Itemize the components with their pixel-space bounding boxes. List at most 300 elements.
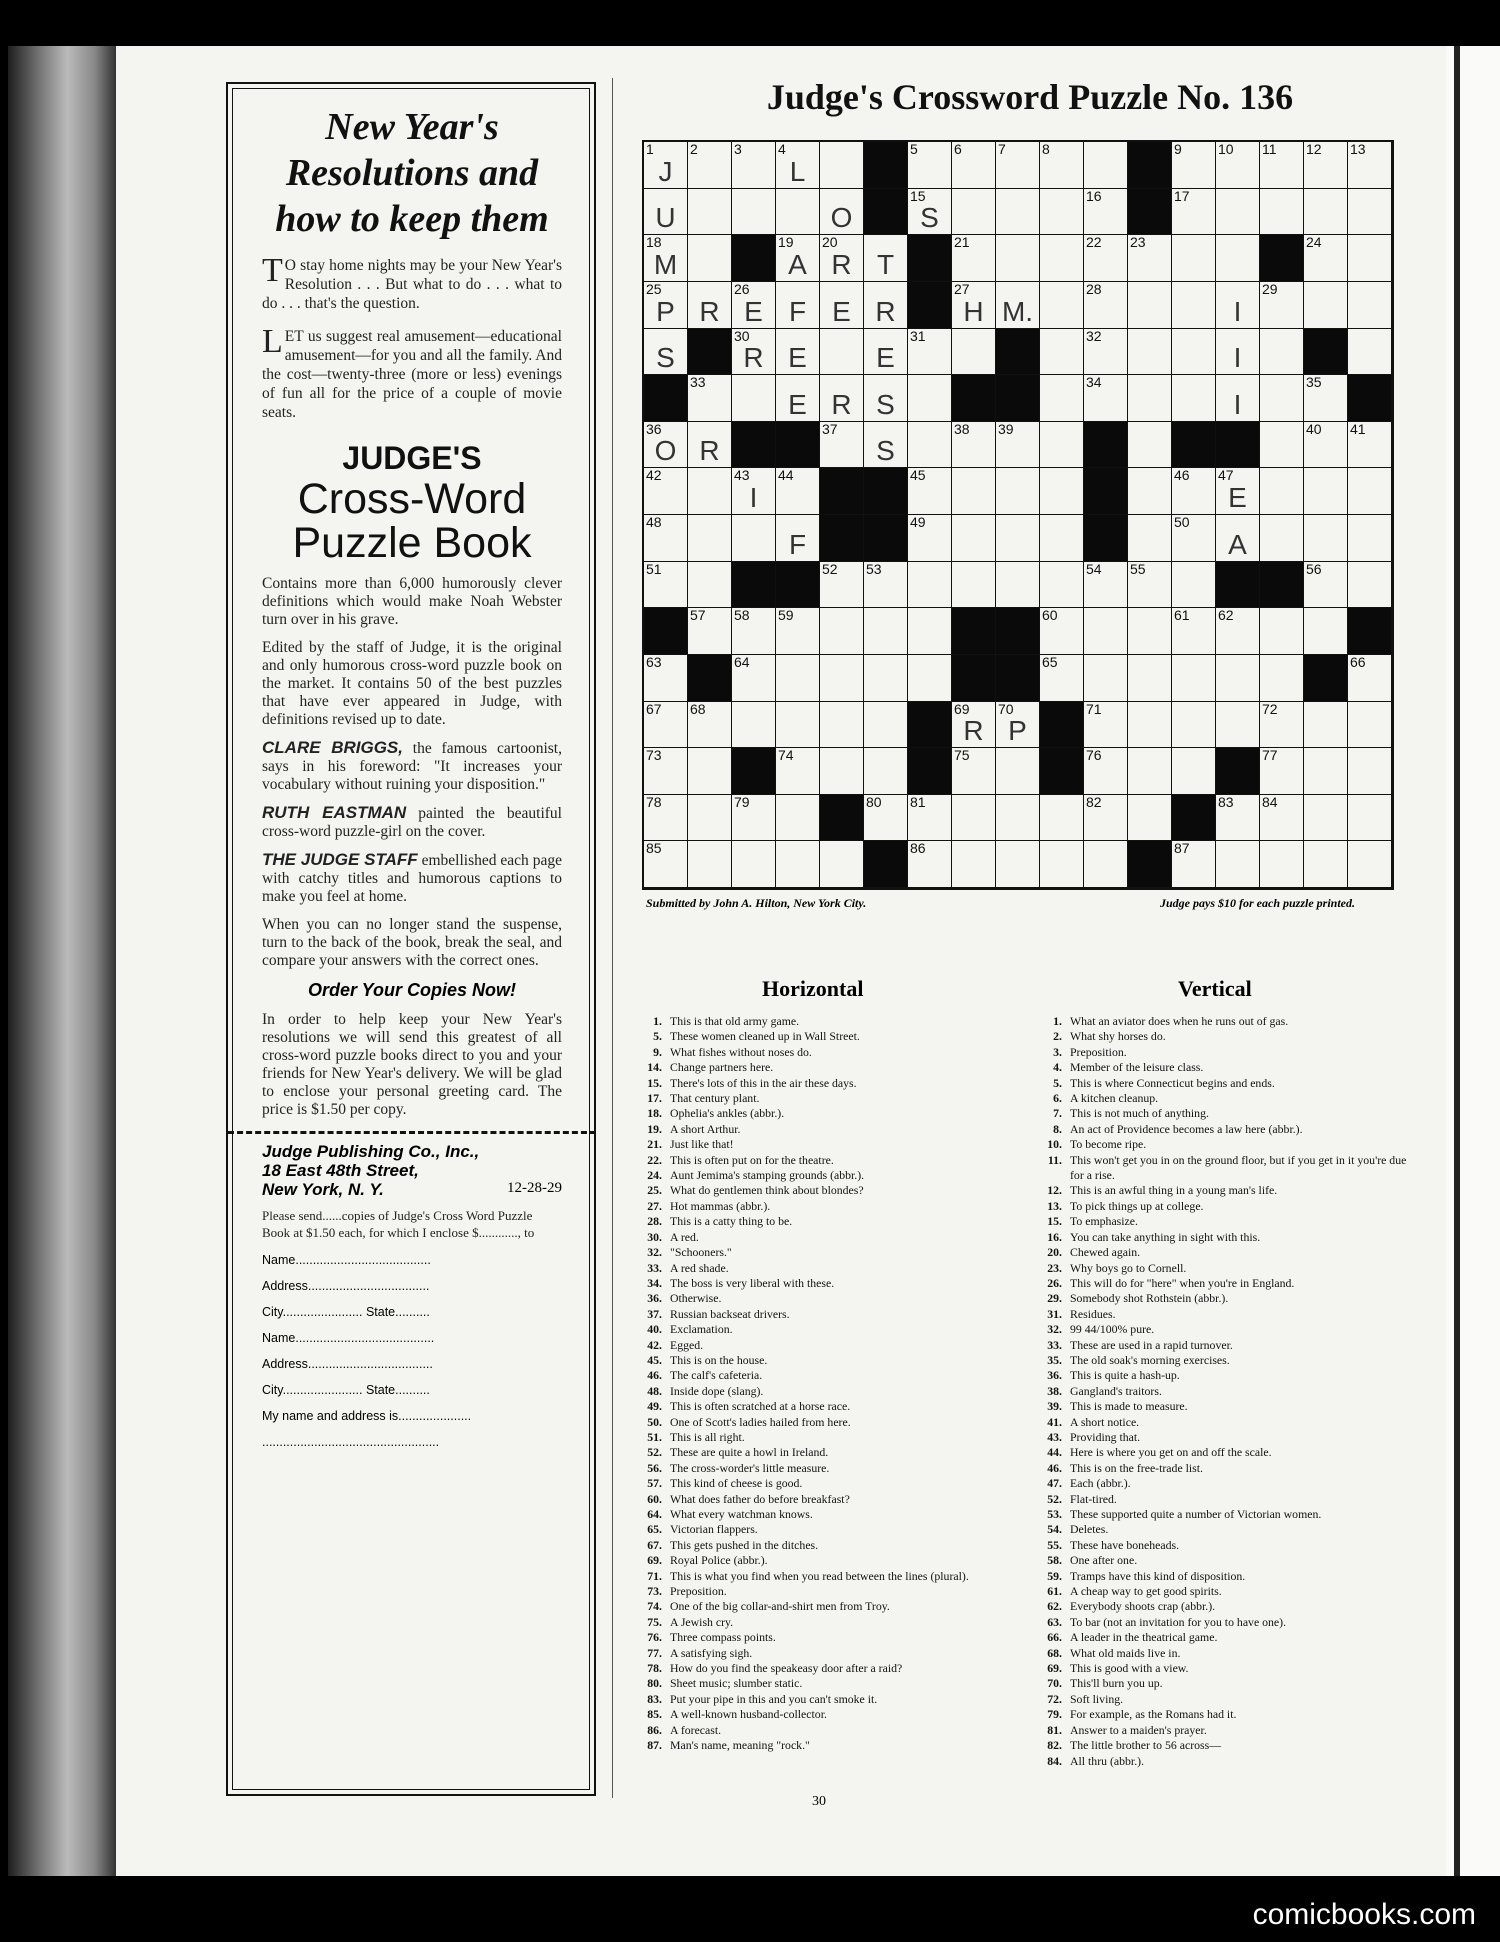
grid-cell (952, 422, 996, 469)
grid-cell (688, 608, 732, 655)
cell-number: 43 (734, 467, 750, 484)
cell-number: 63 (646, 653, 662, 670)
clue (636, 1415, 1028, 1430)
cell-number: 75 (954, 747, 970, 764)
grid-cell (776, 795, 820, 842)
clue (1036, 1630, 1416, 1645)
clue-number: 53. (1047, 1507, 1062, 1521)
grid-cell (908, 329, 952, 376)
grid-cell (1128, 702, 1172, 749)
grid-cell (1260, 375, 1304, 422)
grid-cell (1172, 142, 1216, 189)
black-square (732, 422, 776, 469)
grid-cell (864, 608, 908, 655)
clue (636, 1137, 1028, 1152)
clue-text: Russian backseat drivers. (670, 1306, 790, 1321)
cell-number: 19 (778, 234, 794, 251)
clue-text: Inside dope (slang). (670, 1383, 764, 1398)
cell-number: 81 (910, 793, 926, 810)
ad-paragraph-6: In order to help keep your New Year's resolutions we will send this greatest of all cross-word puzzle books direct to you and your friends for New Year's delivery. We will be glad to enclose your personal greeting card. The price is $1.50 per copy. (262, 1011, 562, 1118)
clue-number: 62. (1047, 1599, 1062, 1614)
grid-cell (1348, 655, 1392, 702)
grid-cell (1040, 329, 1084, 376)
grid-cell (1348, 189, 1392, 236)
clue (636, 1045, 1028, 1060)
grid-cell (644, 562, 688, 609)
grid-cell (1348, 422, 1392, 469)
ad-text: painted the beautiful cross-word puzzle-girl on the cover. (262, 805, 562, 840)
grid-cell (1040, 608, 1084, 655)
grid-cell (732, 608, 776, 655)
grid-cell (644, 282, 688, 329)
clue (636, 1014, 1028, 1029)
grid-cell (732, 795, 776, 842)
clue (636, 1091, 1028, 1106)
clue-number: 28. (647, 1214, 662, 1229)
clue-number: 33. (1047, 1337, 1062, 1352)
page-divider (1454, 46, 1460, 1876)
clue-text: One of the big collar-and-shirt men from Troy. (670, 1599, 890, 1614)
clue (1036, 1076, 1416, 1091)
clue-text: To emphasize. (1070, 1214, 1138, 1229)
black-square (1084, 422, 1128, 469)
grid-cell (688, 235, 732, 282)
cell-number: 83 (1218, 793, 1234, 810)
cell-number: 80 (866, 793, 882, 810)
grid-cell (1128, 748, 1172, 795)
grid-cell (1040, 562, 1084, 609)
ad-name: RUTH EASTMAN (262, 803, 407, 822)
clue-number: 33. (647, 1260, 662, 1275)
handwritten-letter: E (788, 342, 807, 374)
black-square (1128, 841, 1172, 888)
grid-cell (864, 235, 908, 282)
clue-text: Sheet music; slumber static. (670, 1676, 803, 1691)
grid-cell (776, 329, 820, 376)
handwritten-letter: O (654, 435, 677, 467)
black-square (996, 608, 1040, 655)
clue-text: This is good with a view. (1070, 1661, 1189, 1676)
ad-eastman (262, 804, 562, 841)
clue-text: What shy horses do. (1070, 1029, 1166, 1044)
clue (1036, 1122, 1416, 1137)
grid-cell (864, 655, 908, 702)
clue-text: Change partners here. (670, 1060, 774, 1075)
clue-number: 87. (647, 1738, 662, 1753)
handwritten-letter: E (1228, 482, 1247, 513)
clue-text: Egged. (670, 1337, 704, 1352)
grid-cell (820, 375, 864, 422)
grid-cell (1040, 142, 1084, 189)
handwritten-letter: R (699, 435, 720, 467)
grid-cell (1084, 375, 1128, 422)
grid-cell (908, 422, 952, 469)
clue (1036, 1646, 1416, 1661)
black-square (1084, 468, 1128, 515)
grid-cell (1304, 142, 1348, 189)
coupon-line: My name and address is..................... (262, 1409, 472, 1423)
grid-cell (1172, 282, 1216, 329)
cell-number: 49 (910, 514, 926, 530)
grid-cell (1128, 422, 1172, 469)
clue (1036, 1754, 1416, 1769)
grid-cell (820, 142, 864, 189)
grid-cell (1084, 562, 1128, 609)
grid-cell (996, 515, 1040, 562)
clue-number: 69. (647, 1553, 662, 1568)
clue-text: Everybody shoots crap (abbr.). (1070, 1599, 1216, 1614)
grid-cell (1304, 841, 1348, 888)
clue-number: 10. (1047, 1137, 1062, 1152)
grid-cell (688, 468, 732, 515)
grid-cell (996, 748, 1040, 795)
clue-text: One of Scott's ladies hailed from here. (670, 1414, 851, 1429)
clue-number: 16. (1047, 1229, 1062, 1244)
grid-cell (1348, 329, 1392, 376)
cell-number: 48 (646, 514, 662, 530)
cell-number: 73 (646, 747, 662, 764)
black-square (820, 795, 864, 842)
ad-book-title: Cross-Word Puzzle Book (292, 475, 532, 567)
handwritten-letter: M (653, 248, 678, 280)
grid-cell (952, 562, 996, 609)
grid-cell (952, 515, 996, 562)
grid-cell (1040, 795, 1084, 842)
clue (1036, 1507, 1416, 1522)
cell-number: 40 (1306, 420, 1322, 437)
handwritten-letter: H (963, 295, 984, 327)
cell-number: 7 (998, 141, 1006, 157)
clue-number: 64. (647, 1507, 662, 1521)
cell-number: 24 (1306, 234, 1322, 251)
handwritten-letter: I (1233, 342, 1242, 374)
grid-cell (1172, 189, 1216, 236)
cell-number: 45 (910, 467, 926, 484)
clue-number: 11. (1047, 1152, 1062, 1167)
clue-text: This is quite a hash-up. (1070, 1368, 1180, 1383)
black-square (908, 748, 952, 795)
clue (636, 1060, 1028, 1075)
clue-text: A short Arthur. (670, 1121, 741, 1136)
handwritten-letter: S (876, 388, 895, 420)
black-square (908, 235, 952, 282)
grid-cell (996, 142, 1040, 189)
clue-number: 26. (1047, 1275, 1062, 1290)
black-square (1304, 655, 1348, 702)
clue-number: 68. (1047, 1645, 1062, 1660)
clue-number: 71. (647, 1568, 662, 1583)
clue (636, 1199, 1028, 1214)
clue (1036, 1584, 1416, 1599)
grid-cell (732, 142, 776, 189)
grid-cell (688, 422, 732, 469)
cell-number: 79 (734, 793, 750, 810)
grid-cell (1172, 468, 1216, 515)
clue-text: This is not much of anything. (1070, 1106, 1209, 1121)
clue-number: 82. (1047, 1738, 1062, 1753)
grid-cell (732, 702, 776, 749)
ad-order-heading: Order Your Copies Now! (307, 980, 517, 1000)
grid-cell (1216, 282, 1260, 329)
clue-number: 8. (1053, 1121, 1062, 1136)
black-square (776, 422, 820, 469)
clue-number: 47. (1047, 1476, 1062, 1491)
clue-number: 5. (653, 1029, 662, 1044)
black-square (1348, 608, 1392, 655)
clue-text: What does father do before breakfast? (670, 1491, 850, 1506)
grid-cell (1040, 468, 1084, 515)
clue-number: 4. (1053, 1060, 1062, 1075)
clue (636, 1168, 1028, 1183)
grid-cell (1084, 748, 1128, 795)
cell-number: 56 (1306, 560, 1322, 577)
clue (636, 1029, 1028, 1044)
horizontal-heading: Horizontal (762, 976, 864, 1001)
black-square (952, 375, 996, 422)
clue-number: 7. (1053, 1106, 1062, 1121)
grid-cell (776, 468, 820, 515)
black-square (1216, 422, 1260, 469)
cell-number: 12 (1306, 141, 1322, 157)
cell-number: 9 (1174, 141, 1182, 157)
clue-text: Here is where you get on and off the scale. (1070, 1445, 1272, 1460)
clue-text: Each (abbr.). (1070, 1476, 1131, 1491)
clue (1036, 1430, 1416, 1445)
clue-number: 55. (1047, 1537, 1062, 1552)
crossword-grid (642, 140, 1394, 890)
black-square (732, 562, 776, 609)
grid-cell (1304, 282, 1348, 329)
clue-text: The old soak's morning exercises. (1070, 1352, 1230, 1367)
grid-cell (864, 795, 908, 842)
clue-text: Chewed again. (1070, 1245, 1141, 1260)
grid-cell (1260, 655, 1304, 702)
clue (636, 1399, 1028, 1414)
clue-text: This will do for "here" when you're in England. (1070, 1275, 1295, 1290)
grid-cell (644, 189, 688, 236)
grid-cell (820, 235, 864, 282)
clue-text: "Schooners." (670, 1245, 732, 1260)
clue-text: A satisfying sigh. (670, 1645, 753, 1660)
clue (1036, 1415, 1416, 1430)
grid-cell (1128, 655, 1172, 702)
clue-number: 73. (647, 1584, 662, 1599)
clue-text: A red. (670, 1229, 699, 1244)
clue-number: 77. (647, 1645, 662, 1660)
cell-number: 36 (646, 420, 662, 437)
grid-cell (1304, 515, 1348, 562)
grid-cell (1260, 515, 1304, 562)
clue-text: Three compass points. (670, 1630, 776, 1645)
grid-cell (1172, 702, 1216, 749)
handwritten-letter: J (658, 155, 673, 187)
clue-text: To become ripe. (1070, 1137, 1147, 1152)
clue-number: 36. (1047, 1368, 1062, 1383)
clue-text: All thru (abbr.). (1070, 1753, 1145, 1768)
cell-number: 29 (1262, 280, 1278, 297)
clue (1036, 1137, 1416, 1152)
grid-cell (732, 515, 776, 562)
clue (1036, 1538, 1416, 1553)
puzzle-title: Judge's Crossword Puzzle No. 136 (766, 77, 1294, 117)
clue-text: The calf's cafeteria. (670, 1368, 763, 1383)
grid-cell (1128, 515, 1172, 562)
clue (1036, 1291, 1416, 1306)
clue-text: A Jewish cry. (670, 1614, 734, 1629)
clue-text: Why boys go to Cornell. (1070, 1260, 1187, 1275)
grid-cell (644, 795, 688, 842)
grid-cell (1216, 702, 1260, 749)
clue-text: This won't get you in on the ground floor, but if you get in it you're due for a rise. (1070, 1152, 1407, 1183)
handwritten-letter: U (655, 202, 676, 234)
black-square (952, 608, 996, 655)
grid-cell (864, 748, 908, 795)
advertisement-content (262, 104, 562, 1449)
clue-text: Flat-tired. (1070, 1491, 1117, 1506)
cell-number: 30 (734, 327, 750, 344)
publisher-address-line-2: 18 East 48th Street, (262, 1161, 419, 1180)
grid-cell (1348, 282, 1392, 329)
clue (1036, 1307, 1416, 1322)
cell-number: 85 (646, 840, 662, 857)
grid-cell (908, 562, 952, 609)
clue (636, 1214, 1028, 1229)
clue-number: 15. (647, 1075, 662, 1090)
black-square (996, 329, 1040, 376)
handwritten-letter: I (749, 482, 758, 513)
clue (1036, 1738, 1416, 1753)
cell-number: 62 (1218, 607, 1234, 624)
cell-number: 60 (1042, 607, 1058, 624)
grid-cell (864, 375, 908, 422)
grid-cell (1304, 422, 1348, 469)
grid-cell (1084, 142, 1128, 189)
clue (636, 1476, 1028, 1491)
clue-number: 44. (1047, 1445, 1062, 1460)
clue (1036, 1399, 1416, 1414)
grid-cell (908, 142, 952, 189)
clue (636, 1507, 1028, 1522)
grid-cell (1084, 795, 1128, 842)
grid-cell (1172, 562, 1216, 609)
grid-cell (996, 468, 1040, 515)
clue (1036, 1707, 1416, 1722)
black-square (952, 655, 996, 702)
cell-number: 22 (1086, 234, 1102, 251)
cell-number: 61 (1174, 607, 1190, 624)
black-square (996, 375, 1040, 422)
clue-number: 25. (647, 1183, 662, 1198)
black-square (644, 375, 688, 422)
clue-number: 40. (647, 1322, 662, 1337)
grid-cell (688, 702, 732, 749)
black-square (908, 702, 952, 749)
clue-number: 45. (647, 1352, 662, 1367)
clue (1036, 1199, 1416, 1214)
grid-cell (732, 282, 776, 329)
grid-cell (1084, 282, 1128, 329)
clue (1036, 1461, 1416, 1476)
clue (636, 1322, 1028, 1337)
clue-number: 21. (647, 1137, 662, 1152)
page-number: 30 (812, 1794, 826, 1809)
publisher-address-line-3: New York, N. Y. (262, 1180, 384, 1199)
grid-cell (1260, 608, 1304, 655)
clue-number: 52. (1047, 1491, 1062, 1506)
grid-cell (1348, 562, 1392, 609)
ad-text: the famous cartoonist, says in his foreword: "It increases your vocabulary without ruining your disposition." (262, 740, 562, 793)
grid-cell (1304, 702, 1348, 749)
clue-number: 19. (647, 1121, 662, 1136)
clue (636, 1584, 1028, 1599)
clue-text: Victorian flappers. (670, 1522, 758, 1537)
clue-text: This is that old army game. (670, 1014, 800, 1028)
grid-cell (1128, 375, 1172, 422)
clue-text: Royal Police (abbr.). (670, 1553, 768, 1568)
clue-text: The little brother to 56 across— (1070, 1738, 1222, 1753)
clue-text: Otherwise. (670, 1291, 722, 1306)
clue-text: Preposition. (670, 1584, 727, 1599)
cell-number: 16 (1086, 187, 1102, 204)
grid-cell (1348, 748, 1392, 795)
handwritten-letter: S (876, 435, 895, 467)
cell-number: 84 (1262, 793, 1278, 810)
grid-cell (820, 282, 864, 329)
clue-number: 22. (647, 1152, 662, 1167)
black-square (1216, 562, 1260, 609)
clue-text: Man's name, meaning "rock." (670, 1738, 810, 1753)
ad-briggs (262, 739, 562, 794)
grid-cell (996, 702, 1040, 749)
black-square (820, 468, 864, 515)
grid-cell (996, 841, 1040, 888)
clue-number: 35. (1047, 1352, 1062, 1367)
handwritten-letter: S (656, 342, 675, 374)
handwritten-letter: L (789, 155, 806, 187)
clue-number: 51. (647, 1429, 662, 1444)
cell-number: 13 (1350, 141, 1366, 157)
grid-cell (1216, 795, 1260, 842)
grid-cell (1216, 515, 1260, 562)
clue (1036, 1723, 1416, 1738)
grid-cell (908, 608, 952, 655)
vertical-heading: Vertical (1178, 976, 1252, 1001)
clue-text: What fishes without noses do. (670, 1044, 812, 1059)
clue-number: 38. (1047, 1383, 1062, 1398)
black-square (908, 282, 952, 329)
grid-cell (1304, 608, 1348, 655)
clue (636, 1738, 1028, 1753)
clue (636, 1307, 1028, 1322)
clue (1036, 1276, 1416, 1291)
clue (1036, 1492, 1416, 1507)
ad-name: CLARE BRIGGS, (262, 738, 403, 757)
grid-cell (1348, 515, 1392, 562)
grid-cell (820, 189, 864, 236)
clue-text: To bar (not an invitation for you to have one). (1070, 1614, 1287, 1629)
cell-number: 42 (646, 467, 662, 484)
clue-number: 69. (1047, 1661, 1062, 1676)
handwritten-letter: A (788, 248, 807, 280)
grid-cell (952, 841, 996, 888)
clue (1036, 1676, 1416, 1691)
grid-cell (952, 189, 996, 236)
clue (636, 1106, 1028, 1121)
clue-text: An act of Providence becomes a law here (abbr.). (1070, 1121, 1303, 1136)
black-square (1128, 142, 1172, 189)
grid-cell (820, 655, 864, 702)
black-square (644, 608, 688, 655)
